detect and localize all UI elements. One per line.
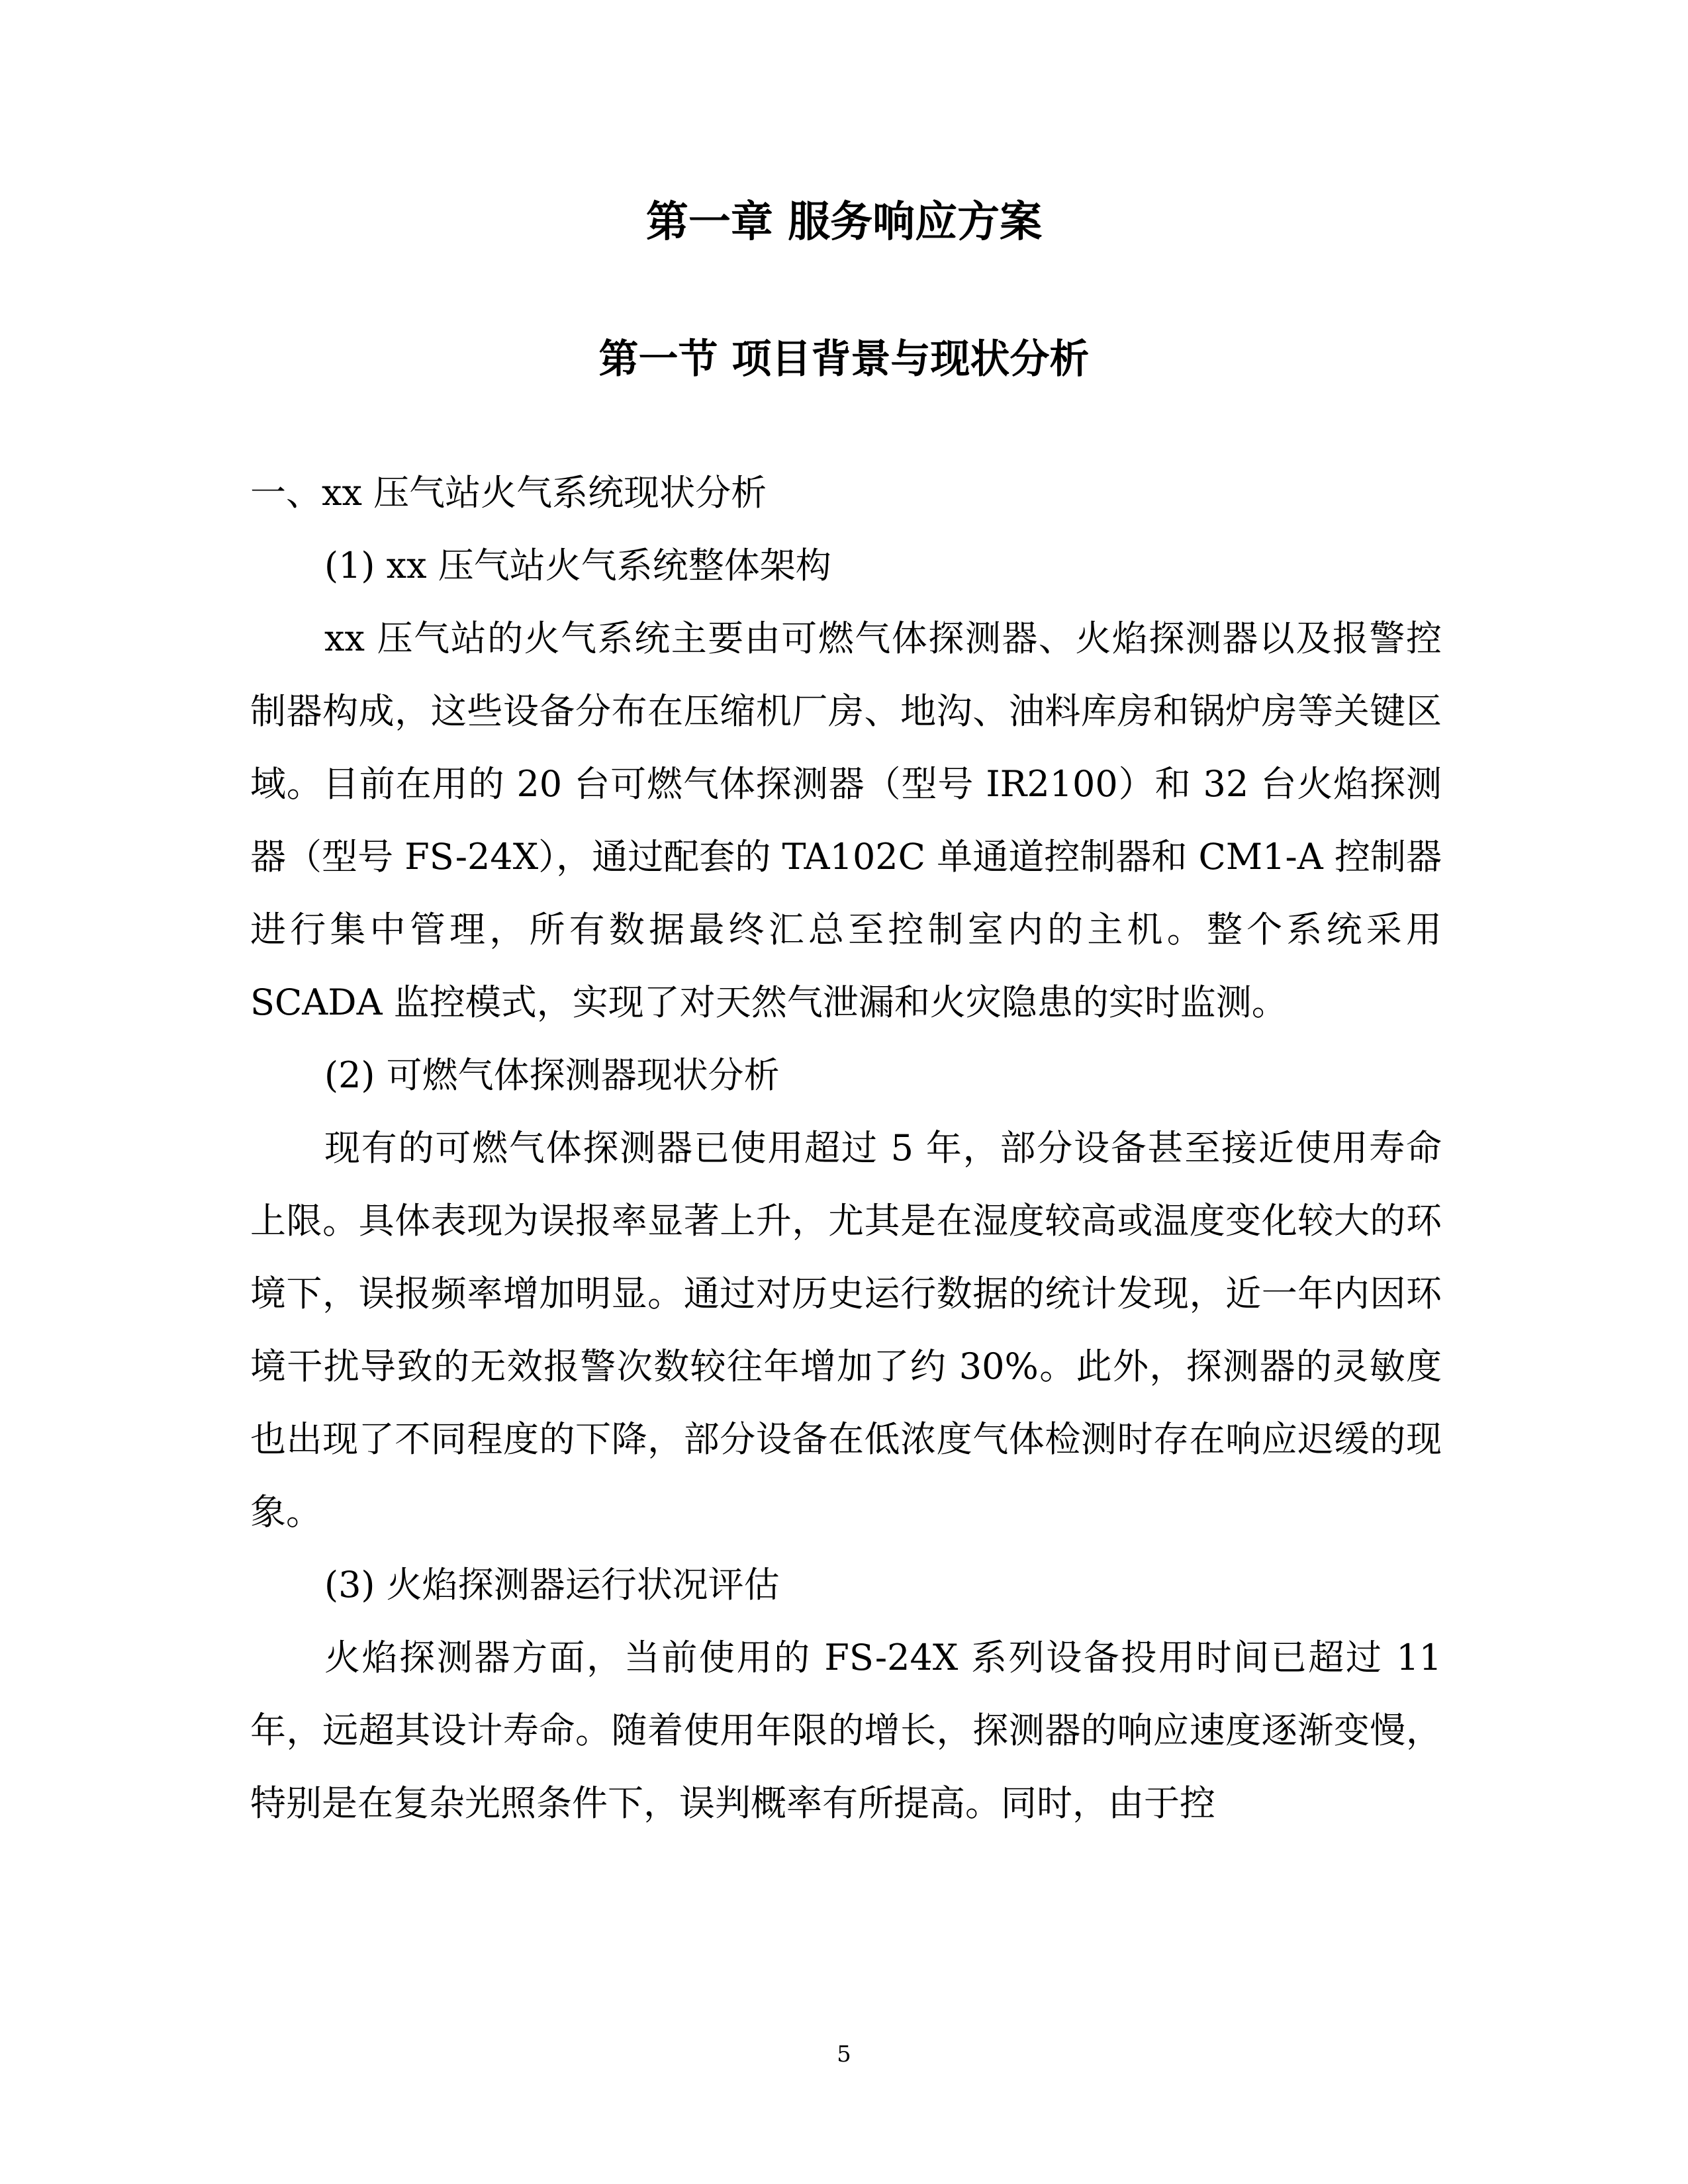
paragraph-2: 现有的可燃气体探测器已使用超过 5 年，部分设备甚至接近使用寿命上限。具体表现为误报率显著上升，尤其是在湿度较高或温度变化较大的环境下，误报频率增加明显。通过对历史运行数据的统计发现，近一年内因环境干扰导致的无效报警次数较往年增加了约 30%。此外，探测器的灵敏度也出现了不同程度的下降，部分设备在低浓度气体检测时存在响应迟缓的现象。 [250,1127,1442,1533]
section-title: 第一节 项目背景与现状分析 [598,336,1090,383]
page-number: 5 [837,2041,851,2068]
heading-1: 一、xx 压气站火气系统现状分析 [250,472,767,514]
paragraph-1: xx 压气站的火气系统主要由可燃气体探测器、火焰探测器以及报警控制器构成，这些设备分布在压缩机厂房、地沟、油料库房和锅炉房等关键区域。目前在用的 20 台可燃气体探测器（型号 IR2100）和 32 台火焰探测器（型号 FS-24X），通过配套的 TA102C 单通道控制器和 CM1-A 控制器进行集中管理，所有数据最终汇总至控制室内的主机。整个系统采用 SCADA 监控模式，实现了对天然气泄漏和火灾隐患的实时监测。 [250,617,1442,1023]
subheading-3: (3) 火焰探测器运行状况评估 [324,1564,780,1606]
chapter-title: 第一章 服务响应方案 [645,198,1043,247]
subheading-2: (2) 可燃气体探测器现状分析 [324,1054,780,1096]
subheading-1: (1) xx 压气站火气系统整体架构 [324,545,831,586]
document-body [250,457,1442,1840]
paragraph-3: 火焰探测器方面，当前使用的 FS-24X 系列设备投用时间已超过 11 年，远超其设计寿命。随着使用年限的增长，探测器的响应速度逐渐变慢，特别是在复杂光照条件下，误判概率有所提高。同时，由于控 [250,1637,1442,1824]
